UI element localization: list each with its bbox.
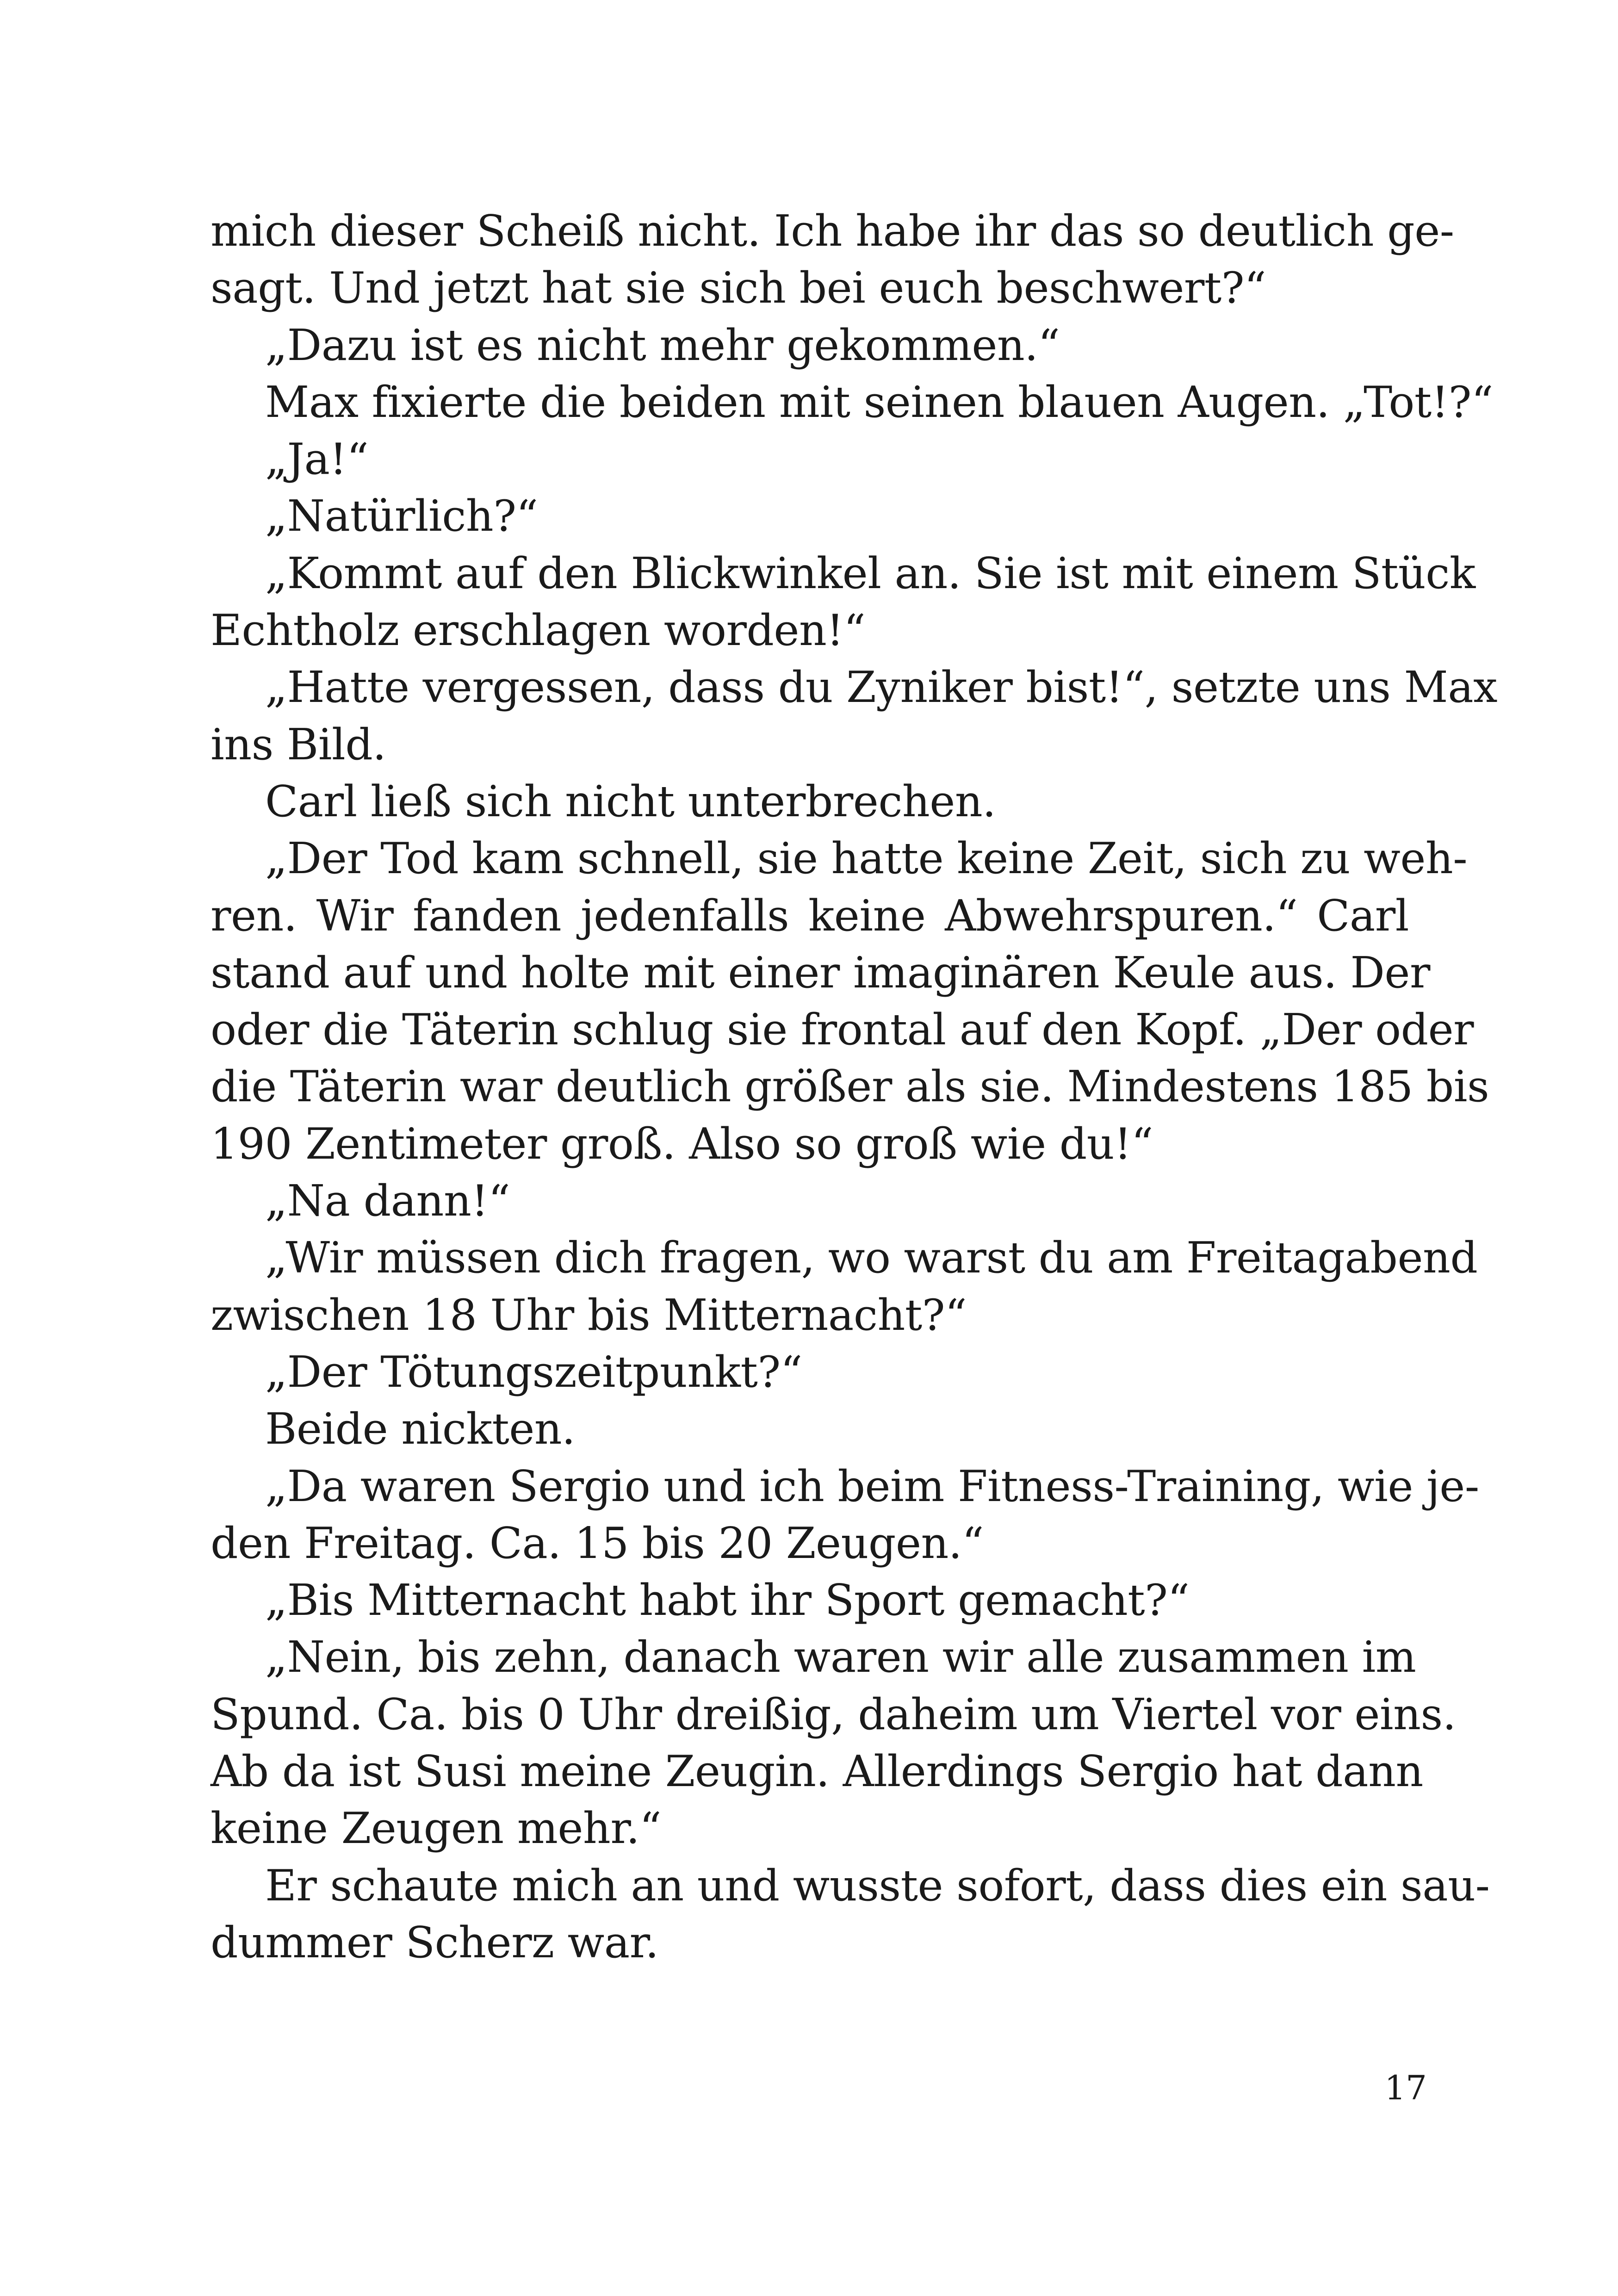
text-line: „Der Tötungszeitpunkt?“ (265, 1347, 802, 1397)
text-line: ren. Wir fanden jedenfalls keine Abwehrspuren.“ Carl (211, 890, 1409, 941)
text-line: ins Bild. (211, 719, 386, 769)
text-line: 190 Zentimeter groß. Also so groß wie du!“ (211, 1118, 1153, 1169)
text-line: „Nein, bis zehn, danach waren wir alle zusammen im (265, 1632, 1416, 1682)
text-line: Spund. Ca. bis 0 Uhr dreißig, daheim um Viertel vor eins. (211, 1689, 1456, 1739)
text-line: Er schaute mich an und wusste sofort, dass dies ein sau- (265, 1860, 1490, 1911)
text-line: „Na dann!“ (265, 1176, 510, 1226)
text-line: mich dieser Scheiß nicht. Ich habe ihr das so deutlich ge- (211, 206, 1454, 256)
text-line: Ab da ist Susi meine Zeugin. Allerdings Sergio hat dann (211, 1746, 1423, 1797)
text-line: sagt. Und jetzt hat sie sich bei euch beschwert?“ (211, 263, 1266, 313)
text-line: „Da waren Sergio und ich beim Fitness-Training, wie je- (265, 1461, 1479, 1511)
text-line: zwischen 18 Uhr bis Mitternacht?“ (211, 1290, 967, 1340)
text-line: „Bis Mitternacht habt ihr Sport gemacht?“ (265, 1575, 1190, 1626)
text-line: „Dazu ist es nicht mehr gekommen.“ (265, 320, 1060, 370)
text-line: „Ja!“ (265, 434, 369, 484)
text-line: den Freitag. Ca. 15 bis 20 Zeugen.“ (211, 1518, 984, 1568)
body-text (211, 203, 1498, 1971)
text-line: „Kommt auf den Blickwinkel an. Sie ist mit einem Stück (265, 548, 1475, 598)
text-line: „Der Tod kam schnell, sie hatte keine Zeit, sich zu weh- (265, 833, 1468, 884)
text-line: „Natürlich?“ (265, 491, 538, 541)
text-line: keine Zeugen mehr.“ (211, 1803, 662, 1854)
text-line: stand auf und holte mit einer imaginären Keule aus. Der (211, 947, 1430, 998)
text-line: dummer Scherz war. (211, 1917, 659, 1967)
text-line: Beide nickten. (265, 1404, 576, 1454)
text-line: die Täterin war deutlich größer als sie. Mindestens 185 bis (211, 1061, 1489, 1112)
text-line: „Wir müssen dich fragen, wo warst du am Freitagabend (265, 1233, 1478, 1283)
page-number: 17 (1384, 2068, 1427, 2107)
text-line: Carl ließ sich nicht unterbrechen. (265, 776, 996, 826)
text-line: Max fixierte die beiden mit seinen blauen Augen. „Tot!?“ (265, 377, 1494, 427)
text-line: Echtholz erschlagen worden!“ (211, 605, 866, 656)
text-line: „Hatte vergessen, dass du Zyniker bist!“, setzte uns Max (265, 662, 1498, 713)
text-line: oder die Täterin schlug sie frontal auf den Kopf. „Der oder (211, 1005, 1474, 1055)
